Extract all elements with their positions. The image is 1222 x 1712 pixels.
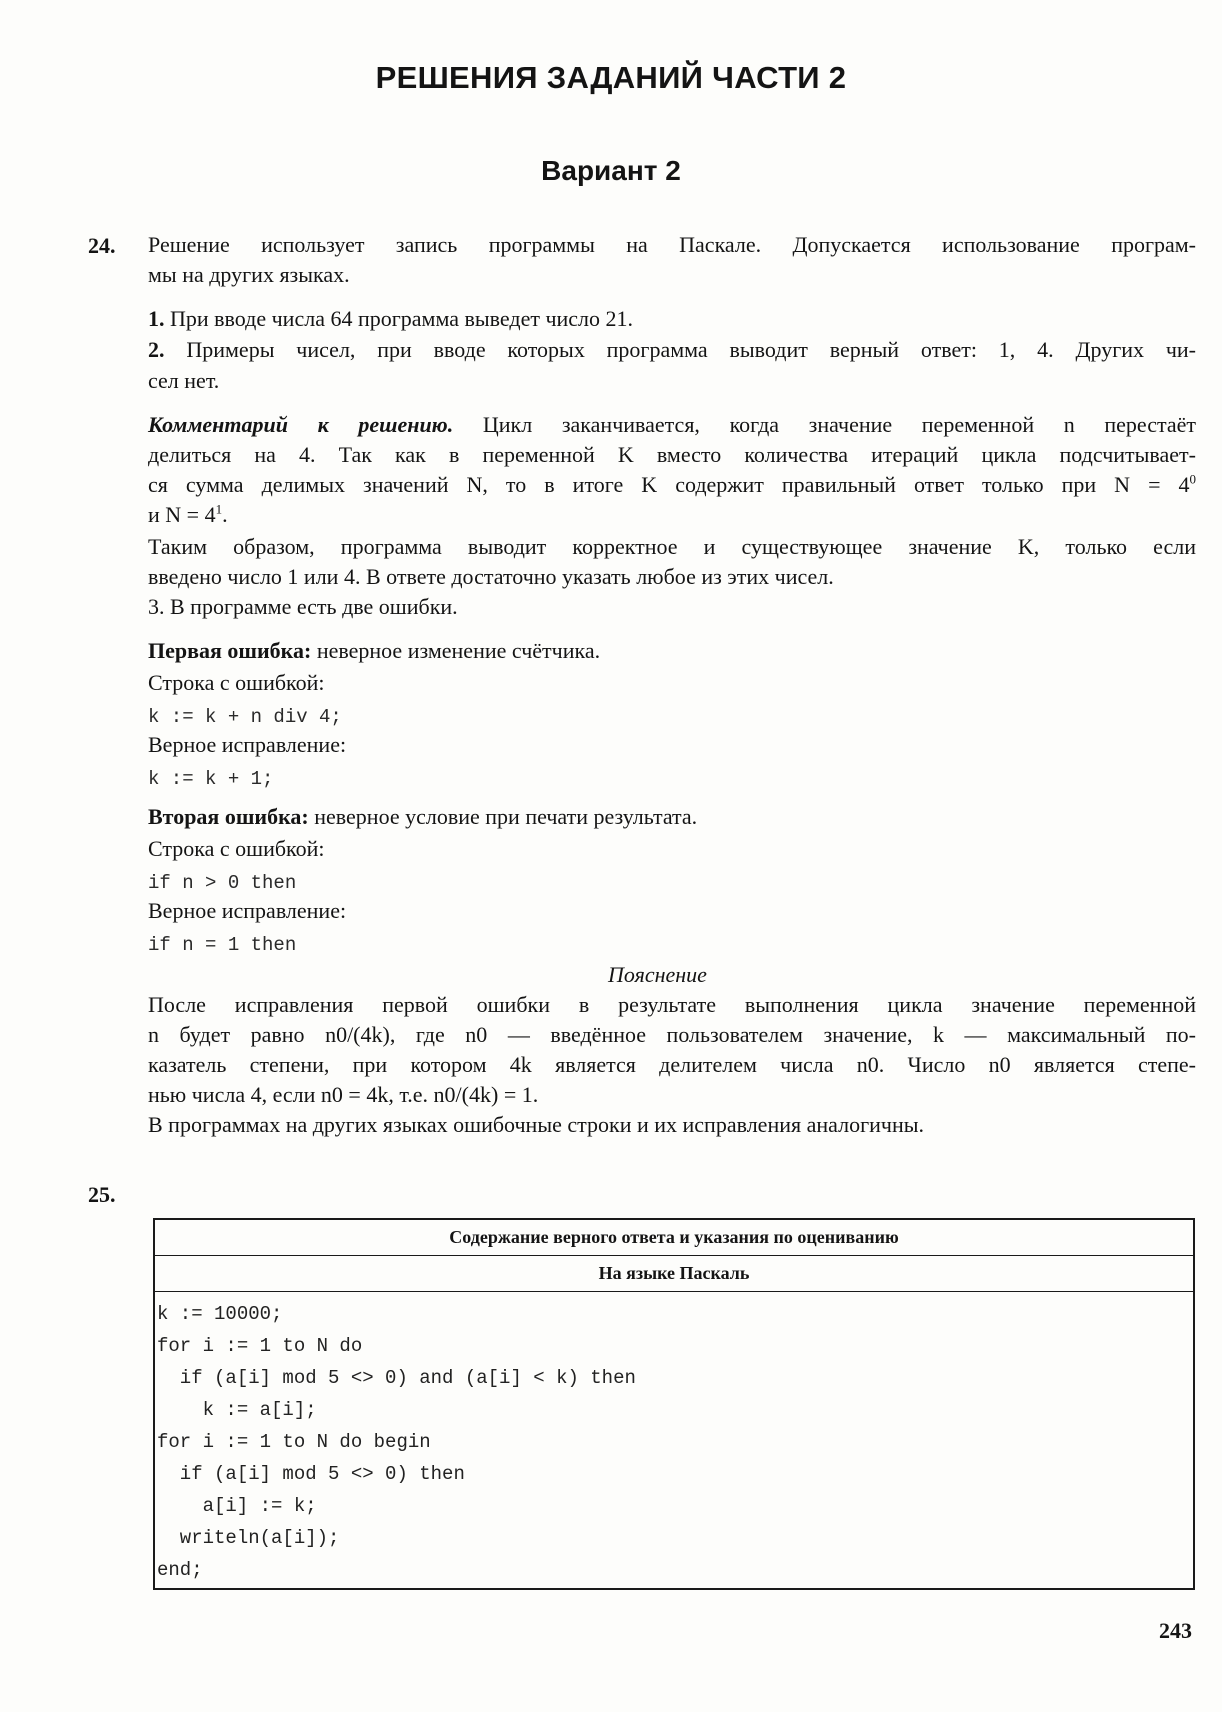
comment-line-5: Таким образом, программа выводит корректное и существующее значение K, только если (148, 534, 1196, 559)
task-24-number: 24. (88, 233, 116, 258)
comment-line-1 (148, 410, 1196, 440)
error-1-line-label: Строка с ошибкой: (148, 670, 325, 695)
answer-2-text: Примеры чисел, при вводе которых программа выводит верный ответ: 1, 4. Других чи- (186, 337, 1196, 362)
comment-line-7: 3. В программе есть две ошибки. (148, 594, 458, 619)
comment-text-3: ся сумма делимых значений N, то в итоге K содержит правильный ответ только при N = 4 (148, 472, 1190, 497)
answer-2-number: 2. (148, 337, 165, 362)
error-2-line-label: Строка с ошибкой: (148, 836, 325, 861)
answer-1 (148, 304, 633, 334)
page-title: РЕШЕНИЯ ЗАДАНИЙ ЧАСТИ 2 (375, 60, 847, 95)
code-line: for i := 1 to N do begin (157, 1431, 431, 1453)
grading-table-header: Содержание верного ответа и указания по оцениванию (154, 1219, 1194, 1256)
comment-line-2: делиться на 4. Так как в переменной K вместо количества итераций цикла подсчитывает- (148, 442, 1196, 467)
comment-sup-0: 0 (1189, 471, 1196, 487)
error-1-line-code: k := k + n div 4; (148, 706, 342, 728)
code-line: a[i] := k; (157, 1495, 317, 1517)
comment-sup-1: 1 (215, 501, 223, 517)
error-1-fix-code: k := k + 1; (148, 768, 274, 790)
comment-text-4b: . (222, 502, 228, 527)
error-2-line-code: if n > 0 then (148, 872, 297, 894)
comment-text-4a: и N = 4 (148, 502, 216, 527)
answer-1-text: При вводе числа 64 программа выведет число 21. (170, 306, 634, 331)
error-2-desc: неверное условие при печати результата. (314, 804, 698, 829)
page-number: 243 (1159, 1618, 1192, 1643)
code-line: if (a[i] mod 5 <> 0) and (a[i] < k) then (157, 1367, 636, 1389)
code-line: k := 10000; (157, 1303, 283, 1325)
error-1-heading (148, 636, 600, 666)
explanation-line-3: казатель степени, при котором 4k является делителем числа n0. Число n0 является степе- (148, 1052, 1196, 1077)
error-1-fix-label: Верное исправление: (148, 732, 347, 757)
code-line: k := a[i]; (157, 1399, 317, 1421)
comment-label: Комментарий к решению. (148, 412, 454, 437)
explanation-line-2: n будет равно n0/(4k), где n0 — введённое пользователем значение, k — максимальный по- (148, 1022, 1196, 1047)
code-line: writeln(a[i]); (157, 1527, 340, 1549)
explanation-heading: Пояснение (608, 962, 707, 987)
error-2-fix-label: Верное исправление: (148, 898, 347, 923)
answer-1-number: 1. (148, 306, 165, 331)
comment-text-1: Цикл заканчивается, когда значение переменной n перестаёт (482, 412, 1197, 437)
comment-line-6: введено число 1 или 4. В ответе достаточно указать любое из этих чисел. (148, 564, 834, 589)
task-24-intro-line-2: мы на других языках. (148, 262, 350, 287)
variant-heading: Вариант 2 (541, 155, 681, 186)
pascal-code (155, 1292, 1193, 1586)
explanation-line-4: нью числа 4, если n0 = 4k, т.е. n0/(4k) = 1. (148, 1082, 539, 1107)
comment-line-3 (148, 470, 1196, 500)
error-2-label: Вторая ошибка: (148, 804, 309, 829)
code-line: end; (157, 1559, 203, 1581)
error-2-fix-code: if n = 1 then (148, 934, 297, 956)
answer-2-line-2: сел нет. (148, 368, 220, 393)
error-2-heading (148, 802, 697, 832)
answer-2-line-1 (148, 335, 1196, 365)
explanation-line-5: В программах на других языках ошибочные строки и их исправления аналогичны. (148, 1112, 924, 1137)
task-24-intro-line-1: Решение использует запись программы на Паскале. Допускается использование програм- (148, 232, 1196, 257)
grading-language-header: На языке Паскаль (154, 1256, 1194, 1292)
comment-line-4 (148, 500, 228, 530)
error-1-label: Первая ошибка: (148, 638, 312, 663)
explanation-line-1: После исправления первой ошибки в результате выполнения цикла значение переменной (148, 992, 1196, 1017)
code-cell (154, 1292, 1194, 1590)
grading-table (153, 1218, 1195, 1590)
code-line: if (a[i] mod 5 <> 0) then (157, 1463, 465, 1485)
task-25-number: 25. (88, 1182, 116, 1207)
code-line: for i := 1 to N do (157, 1335, 363, 1357)
error-1-desc: неверное изменение счётчика. (316, 638, 601, 663)
